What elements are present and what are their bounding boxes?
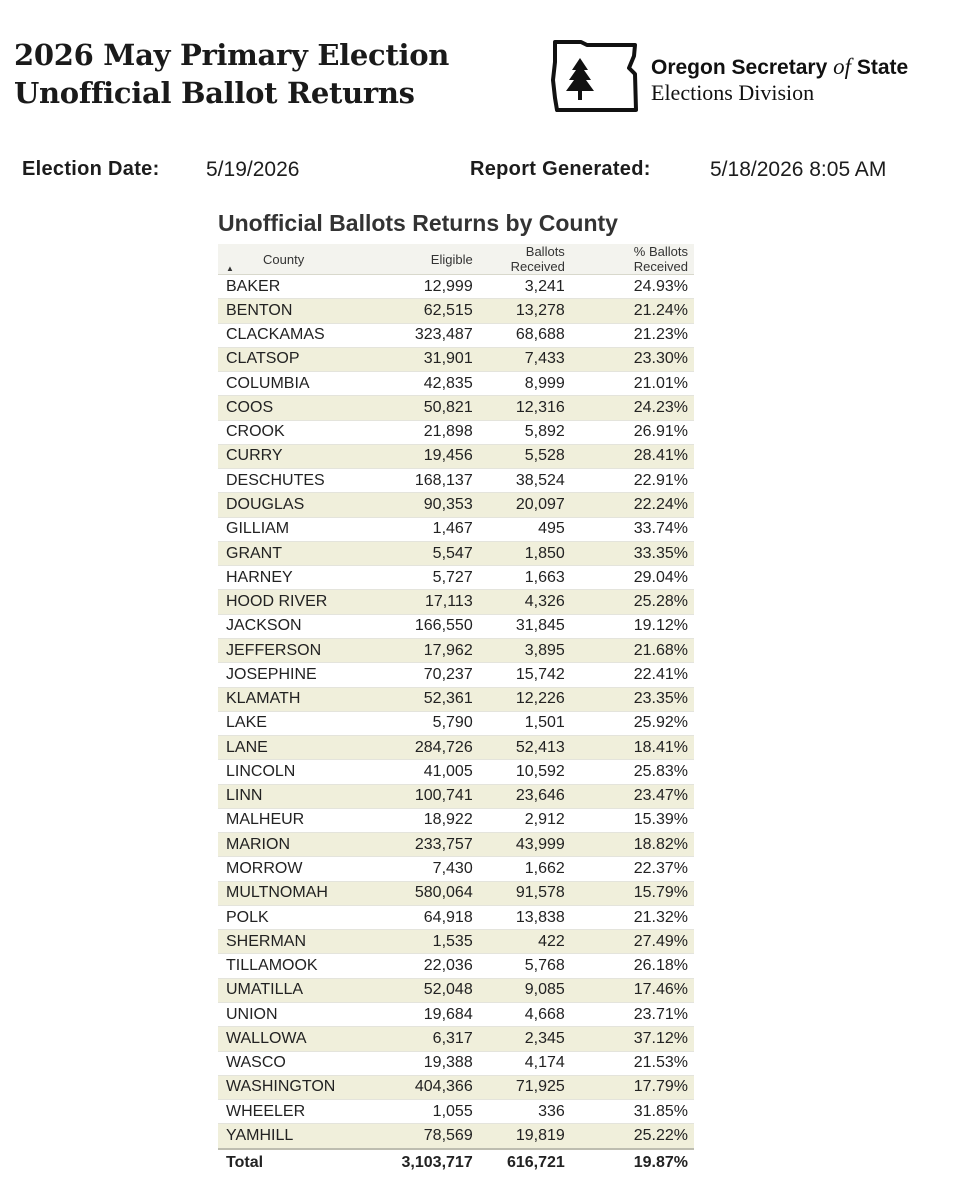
cell-county: GRANT xyxy=(218,541,341,565)
cell-percent-received: 22.91% xyxy=(571,469,694,493)
county-returns-table xyxy=(218,244,694,1176)
cell-ballots-received: 23,646 xyxy=(479,784,571,808)
cell-ballots-received: 10,592 xyxy=(479,760,571,784)
cell-county: MULTNOMAH xyxy=(218,881,341,905)
cell-percent-received: 27.49% xyxy=(571,930,694,954)
cell-percent-received: 18.82% xyxy=(571,833,694,857)
table-row xyxy=(218,930,694,954)
sort-ascending-icon: ▲ xyxy=(226,264,234,273)
cell-county: GILLIAM xyxy=(218,517,341,541)
cell-eligible: 12,999 xyxy=(341,275,478,299)
table-row xyxy=(218,808,694,832)
cell-ballots-received: 13,278 xyxy=(479,299,571,323)
table-row xyxy=(218,590,694,614)
table-row xyxy=(218,444,694,468)
cell-percent-received: 22.41% xyxy=(571,663,694,687)
table-row xyxy=(218,857,694,881)
total-eligible: 3,103,717 xyxy=(341,1149,478,1176)
cell-percent-received: 22.37% xyxy=(571,857,694,881)
cell-ballots-received: 4,326 xyxy=(479,590,571,614)
oregon-sos-logo xyxy=(551,40,951,112)
cell-ballots-received: 336 xyxy=(479,1100,571,1124)
cell-eligible: 323,487 xyxy=(341,323,478,347)
cell-percent-received: 15.39% xyxy=(571,808,694,832)
cell-county: YAMHILL xyxy=(218,1124,341,1149)
org-name xyxy=(651,54,908,80)
cell-ballots-received: 7,433 xyxy=(479,347,571,371)
cell-percent-received: 15.79% xyxy=(571,881,694,905)
cell-percent-received: 25.92% xyxy=(571,711,694,735)
table-row xyxy=(218,299,694,323)
cell-ballots-received: 422 xyxy=(479,930,571,954)
cell-county: CROOK xyxy=(218,420,341,444)
cell-percent-received: 23.71% xyxy=(571,1002,694,1026)
cell-ballots-received: 9,085 xyxy=(479,978,571,1002)
cell-county: MALHEUR xyxy=(218,808,341,832)
table-row xyxy=(218,881,694,905)
table-row xyxy=(218,1124,694,1149)
cell-percent-received: 21.53% xyxy=(571,1051,694,1075)
cell-percent-received: 17.46% xyxy=(571,978,694,1002)
table-row xyxy=(218,347,694,371)
cell-ballots-received: 1,850 xyxy=(479,541,571,565)
table-row xyxy=(218,711,694,735)
cell-ballots-received: 8,999 xyxy=(479,372,571,396)
table-title: Unofficial Ballots Returns by County xyxy=(218,210,618,236)
total-ballots-received: 616,721 xyxy=(479,1149,571,1176)
table-row xyxy=(218,469,694,493)
cell-eligible: 19,388 xyxy=(341,1051,478,1075)
cell-percent-received: 29.04% xyxy=(571,566,694,590)
cell-eligible: 42,835 xyxy=(341,372,478,396)
cell-percent-received: 23.47% xyxy=(571,784,694,808)
cell-county: TILLAMOOK xyxy=(218,954,341,978)
cell-eligible: 100,741 xyxy=(341,784,478,808)
table-row xyxy=(218,760,694,784)
cell-eligible: 31,901 xyxy=(341,347,478,371)
election-date-label: Election Date: xyxy=(22,158,160,180)
cell-percent-received: 19.12% xyxy=(571,614,694,638)
table-header-row xyxy=(218,244,694,275)
table-row xyxy=(218,541,694,565)
cell-percent-received: 18.41% xyxy=(571,736,694,760)
cell-county: CLATSOP xyxy=(218,347,341,371)
cell-county: WALLOWA xyxy=(218,1027,341,1051)
column-header-eligible[interactable]: Eligible xyxy=(341,244,478,275)
cell-county: WASHINGTON xyxy=(218,1075,341,1099)
table-row xyxy=(218,1002,694,1026)
cell-percent-received: 21.23% xyxy=(571,323,694,347)
title-line-2: Unofficial Ballot Returns xyxy=(14,76,415,110)
table-row xyxy=(218,1075,694,1099)
cell-ballots-received: 495 xyxy=(479,517,571,541)
cell-ballots-received: 12,226 xyxy=(479,687,571,711)
table-row xyxy=(218,784,694,808)
table-row xyxy=(218,275,694,299)
table-row xyxy=(218,396,694,420)
table-row xyxy=(218,954,694,978)
cell-percent-received: 25.22% xyxy=(571,1124,694,1149)
cell-eligible: 50,821 xyxy=(341,396,478,420)
cell-percent-received: 23.30% xyxy=(571,347,694,371)
cell-eligible: 1,055 xyxy=(341,1100,478,1124)
cell-percent-received: 31.85% xyxy=(571,1100,694,1124)
total-label: Total xyxy=(218,1149,341,1176)
table-row xyxy=(218,323,694,347)
cell-county: CLACKAMAS xyxy=(218,323,341,347)
election-date-value: 5/19/2026 xyxy=(206,158,300,181)
cell-county: JOSEPHINE xyxy=(218,663,341,687)
cell-ballots-received: 31,845 xyxy=(479,614,571,638)
cell-ballots-received: 1,501 xyxy=(479,711,571,735)
cell-percent-received: 25.83% xyxy=(571,760,694,784)
cell-county: MORROW xyxy=(218,857,341,881)
table-row xyxy=(218,833,694,857)
table-row xyxy=(218,905,694,929)
org-name-part: State xyxy=(850,56,909,79)
cell-percent-received: 37.12% xyxy=(571,1027,694,1051)
cell-percent-received: 23.35% xyxy=(571,687,694,711)
column-header-county[interactable] xyxy=(218,244,341,275)
cell-ballots-received: 91,578 xyxy=(479,881,571,905)
cell-ballots-received: 38,524 xyxy=(479,469,571,493)
cell-county: WASCO xyxy=(218,1051,341,1075)
title-line-1: 2026 May Primary Election xyxy=(14,38,450,72)
cell-eligible: 62,515 xyxy=(341,299,478,323)
table-row xyxy=(218,420,694,444)
cell-percent-received: 33.35% xyxy=(571,541,694,565)
cell-eligible: 7,430 xyxy=(341,857,478,881)
table-row xyxy=(218,663,694,687)
division-name: Elections Division xyxy=(651,80,815,105)
cell-county: MARION xyxy=(218,833,341,857)
cell-county: LINN xyxy=(218,784,341,808)
cell-eligible: 17,962 xyxy=(341,638,478,662)
cell-ballots-received: 1,663 xyxy=(479,566,571,590)
cell-county: WHEELER xyxy=(218,1100,341,1124)
cell-county: UMATILLA xyxy=(218,978,341,1002)
cell-eligible: 6,317 xyxy=(341,1027,478,1051)
cell-ballots-received: 5,892 xyxy=(479,420,571,444)
table-row xyxy=(218,736,694,760)
cell-ballots-received: 5,768 xyxy=(479,954,571,978)
cell-eligible: 284,726 xyxy=(341,736,478,760)
cell-county: HARNEY xyxy=(218,566,341,590)
cell-county: COLUMBIA xyxy=(218,372,341,396)
report-generated-value: 5/18/2026 8:05 AM xyxy=(710,158,887,181)
cell-ballots-received: 68,688 xyxy=(479,323,571,347)
cell-percent-received: 21.32% xyxy=(571,905,694,929)
column-header-label: County xyxy=(263,251,305,267)
cell-percent-received: 26.18% xyxy=(571,954,694,978)
cell-county: POLK xyxy=(218,905,341,929)
table-row xyxy=(218,614,694,638)
table-row xyxy=(218,566,694,590)
report-generated xyxy=(470,158,887,181)
cell-eligible: 580,064 xyxy=(341,881,478,905)
table-row xyxy=(218,978,694,1002)
org-name-of: of xyxy=(833,54,851,79)
cell-percent-received: 22.24% xyxy=(571,493,694,517)
org-name-part: Oregon Secretary xyxy=(651,56,834,79)
cell-eligible: 5,727 xyxy=(341,566,478,590)
cell-ballots-received: 4,174 xyxy=(479,1051,571,1075)
cell-ballots-received: 4,668 xyxy=(479,1002,571,1026)
cell-ballots-received: 1,662 xyxy=(479,857,571,881)
cell-county: DOUGLAS xyxy=(218,493,341,517)
cell-ballots-received: 5,528 xyxy=(479,444,571,468)
table-row xyxy=(218,372,694,396)
table-row xyxy=(218,687,694,711)
cell-county: JACKSON xyxy=(218,614,341,638)
cell-eligible: 19,456 xyxy=(341,444,478,468)
cell-percent-received: 21.24% xyxy=(571,299,694,323)
cell-ballots-received: 43,999 xyxy=(479,833,571,857)
cell-eligible: 64,918 xyxy=(341,905,478,929)
cell-eligible: 78,569 xyxy=(341,1124,478,1149)
cell-ballots-received: 2,912 xyxy=(479,808,571,832)
cell-eligible: 404,366 xyxy=(341,1075,478,1099)
cell-eligible: 1,467 xyxy=(341,517,478,541)
cell-county: CURRY xyxy=(218,444,341,468)
cell-eligible: 21,898 xyxy=(341,420,478,444)
page-title xyxy=(14,36,449,112)
cell-ballots-received: 2,345 xyxy=(479,1027,571,1051)
cell-county: HOOD RIVER xyxy=(218,590,341,614)
table-row xyxy=(218,517,694,541)
cell-eligible: 168,137 xyxy=(341,469,478,493)
cell-county: KLAMATH xyxy=(218,687,341,711)
cell-county: SHERMAN xyxy=(218,930,341,954)
table-row xyxy=(218,1027,694,1051)
oregon-map-tree-icon xyxy=(551,40,643,112)
cell-percent-received: 28.41% xyxy=(571,444,694,468)
cell-percent-received: 21.01% xyxy=(571,372,694,396)
cell-eligible: 90,353 xyxy=(341,493,478,517)
cell-eligible: 1,535 xyxy=(341,930,478,954)
cell-eligible: 52,361 xyxy=(341,687,478,711)
cell-percent-received: 24.93% xyxy=(571,275,694,299)
cell-percent-received: 26.91% xyxy=(571,420,694,444)
report-generated-label: Report Generated: xyxy=(470,158,651,180)
cell-ballots-received: 19,819 xyxy=(479,1124,571,1149)
cell-percent-received: 17.79% xyxy=(571,1075,694,1099)
cell-ballots-received: 71,925 xyxy=(479,1075,571,1099)
cell-county: BENTON xyxy=(218,299,341,323)
cell-ballots-received: 15,742 xyxy=(479,663,571,687)
cell-percent-received: 24.23% xyxy=(571,396,694,420)
cell-county: LINCOLN xyxy=(218,760,341,784)
cell-percent-received: 25.28% xyxy=(571,590,694,614)
cell-county: DESCHUTES xyxy=(218,469,341,493)
cell-eligible: 52,048 xyxy=(341,978,478,1002)
cell-county: LAKE xyxy=(218,711,341,735)
cell-ballots-received: 3,241 xyxy=(479,275,571,299)
cell-eligible: 5,547 xyxy=(341,541,478,565)
cell-ballots-received: 12,316 xyxy=(479,396,571,420)
cell-percent-received: 33.74% xyxy=(571,517,694,541)
election-date xyxy=(22,158,300,181)
table-total-row xyxy=(218,1149,694,1176)
table-row xyxy=(218,493,694,517)
cell-eligible: 166,550 xyxy=(341,614,478,638)
cell-county: LANE xyxy=(218,736,341,760)
table-row xyxy=(218,638,694,662)
total-percent-received: 19.87% xyxy=(571,1149,694,1176)
cell-ballots-received: 52,413 xyxy=(479,736,571,760)
cell-eligible: 17,113 xyxy=(341,590,478,614)
cell-eligible: 19,684 xyxy=(341,1002,478,1026)
cell-ballots-received: 13,838 xyxy=(479,905,571,929)
cell-ballots-received: 3,895 xyxy=(479,638,571,662)
cell-eligible: 5,790 xyxy=(341,711,478,735)
cell-county: JEFFERSON xyxy=(218,638,341,662)
table-row xyxy=(218,1051,694,1075)
cell-percent-received: 21.68% xyxy=(571,638,694,662)
table-row xyxy=(218,1100,694,1124)
column-header-percent-received[interactable]: % Ballots Received xyxy=(571,244,694,275)
cell-ballots-received: 20,097 xyxy=(479,493,571,517)
cell-eligible: 233,757 xyxy=(341,833,478,857)
cell-eligible: 41,005 xyxy=(341,760,478,784)
cell-county: BAKER xyxy=(218,275,341,299)
cell-county: UNION xyxy=(218,1002,341,1026)
cell-eligible: 22,036 xyxy=(341,954,478,978)
cell-eligible: 18,922 xyxy=(341,808,478,832)
cell-eligible: 70,237 xyxy=(341,663,478,687)
column-header-ballots-received[interactable]: Ballots Received xyxy=(479,244,571,275)
cell-county: COOS xyxy=(218,396,341,420)
